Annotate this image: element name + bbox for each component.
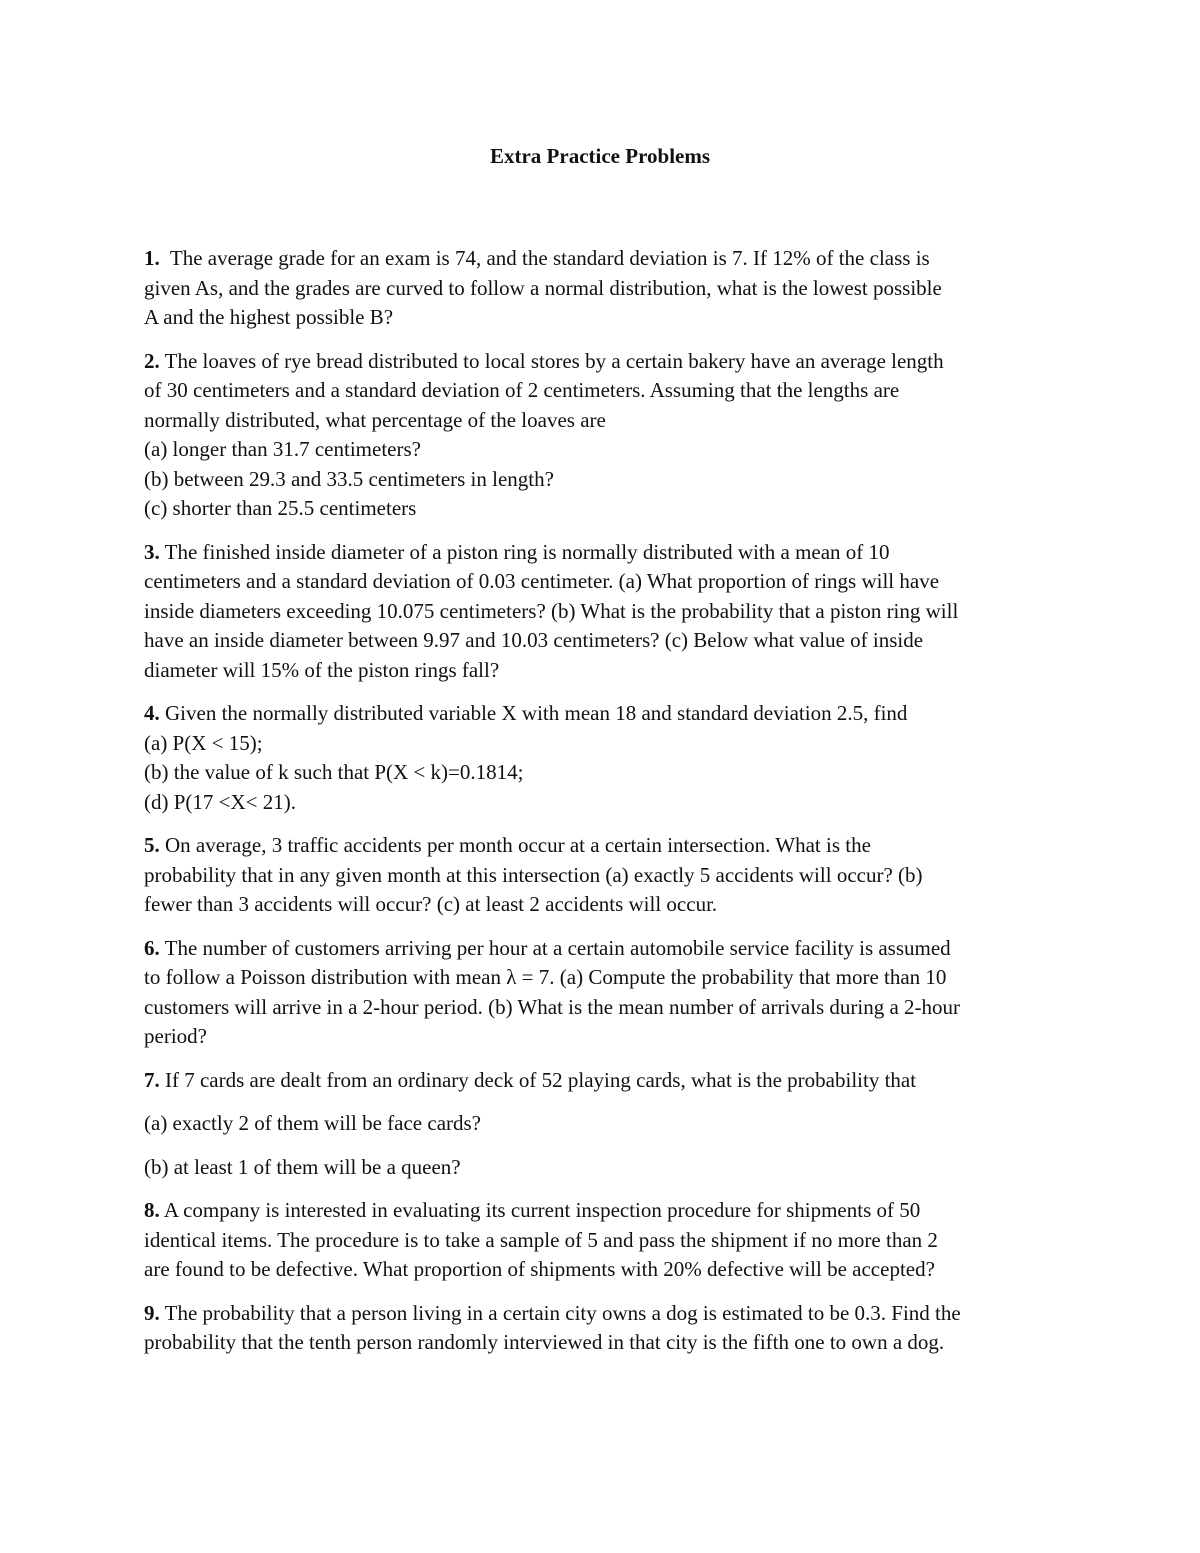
problem-6 [144,934,1064,1052]
problem-subpart: (b) at least 1 of them will be a queen? [144,1154,461,1179]
problem-line: are found to be defective. What proportion of shipments with 20% defective will be accepted? [144,1257,935,1281]
problem-7 [144,1066,1064,1183]
problem-number: 5. [144,833,160,857]
problem-line [144,244,1064,274]
problem-line: of 30 centimeters and a standard deviation of 2 centimeters. Assuming that the lengths are [144,378,900,402]
problem-number: 8. [144,1198,160,1222]
problem-line: (a) P(X < 15); [144,730,263,755]
problem-line: inside diameters exceeding 10.075 centimeters? (b) What is the probability that a piston ring will [144,598,959,623]
problem-text: Given the normally distributed variable X with mean 18 and standard deviation 2.5, find [159,701,908,725]
problem-line: to follow a Poisson distribution with mean λ = 7. (a) Compute the probability that more than 10 [144,965,947,989]
problem-8 [144,1196,1064,1285]
problem-line: (d) P(17 <X< 21). [144,789,297,814]
problem-line [144,1299,1064,1329]
problem-5 [144,831,1064,920]
problem-text: On average, 3 traffic accidents per month occur at a certain intersection. What is the [159,833,871,857]
problem-text: The loaves of rye bread distributed to local stores by a certain bakery have an average length [159,348,944,373]
problem-number: 1. [144,246,160,270]
problem-line [144,831,1064,861]
problem-line: (c) shorter than 25.5 centimeters [144,496,417,520]
problem-number: 2. [144,348,160,373]
problem-line [144,699,1064,729]
problem-number: 6. [144,935,160,960]
problem-line: probability that in any given month at this intersection (a) exactly 5 accidents will occur? (b) [144,862,923,887]
problem-line [144,934,1064,964]
problem-line: normally distributed, what percentage of the loaves are [144,407,606,432]
problem-2 [144,347,1064,524]
problem-3 [144,538,1064,686]
problem-9 [144,1299,1064,1358]
problem-list [144,244,1064,1372]
problem-line: (b) the value of k such that P(X < k)=0.1814; [144,760,524,784]
problem-4 [144,699,1064,817]
problem-line: period? [144,1024,207,1048]
problem-line [144,1066,1064,1096]
problem-number: 9. [144,1300,160,1325]
problem-text: The number of customers arriving per hour at a certain automobile service facility is assumed [159,935,951,960]
problem-line [144,1196,1064,1226]
problem-text: The probability that a person living in a certain city owns a dog is estimated to be 0.3. Find the [159,1300,961,1325]
problem-line: given As, and the grades are curved to follow a normal distribution, what is the lowest possible [144,275,942,300]
page-title: Extra Practice Problems [489,144,711,168]
problem-text: If 7 cards are dealt from an ordinary deck of 52 playing cards, what is the probability that [159,1067,917,1092]
problem-1 [144,244,1064,333]
problem-text: A company is interested in evaluating its current inspection procedure for shipments of 50 [159,1198,921,1222]
problem-line: (b) between 29.3 and 33.5 centimeters in length? [144,466,554,491]
problem-line: diameter will 15% of the piston rings fall? [144,657,500,682]
problem-line: A and the highest possible B? [144,305,394,329]
problem-line: probability that the tenth person randomly interviewed in that city is the fifth one to own a dog. [144,1330,945,1354]
problem-line: have an inside diameter between 9.97 and 10.03 centimeters? (c) Below what value of inside [144,628,924,652]
problem-line: fewer than 3 accidents will occur? (c) at least 2 accidents will occur. [144,892,718,916]
problem-text: The average grade for an exam is 74, and the standard deviation is 7. If 12% of the class is [159,246,930,270]
problem-text: The finished inside diameter of a piston ring is normally distributed with a mean of 10 [159,539,890,564]
problem-line: centimeters and a standard deviation of 0.03 centimeter. (a) What proportion of rings will have [144,569,940,593]
problem-line [144,347,1064,377]
problem-subpart: (a) exactly 2 of them will be face cards? [144,1111,481,1135]
problem-number: 7. [144,1067,160,1092]
problem-number: 4. [144,701,160,725]
problem-line: customers will arrive in a 2-hour period. (b) What is the mean number of arrivals during a 2-hour [144,994,961,1019]
problem-number: 3. [144,539,160,564]
problem-line [144,538,1064,568]
problem-line: (a) longer than 31.7 centimeters? [144,437,421,461]
problem-line: identical items. The procedure is to take a sample of 5 and pass the shipment if no more than 2 [144,1227,938,1252]
